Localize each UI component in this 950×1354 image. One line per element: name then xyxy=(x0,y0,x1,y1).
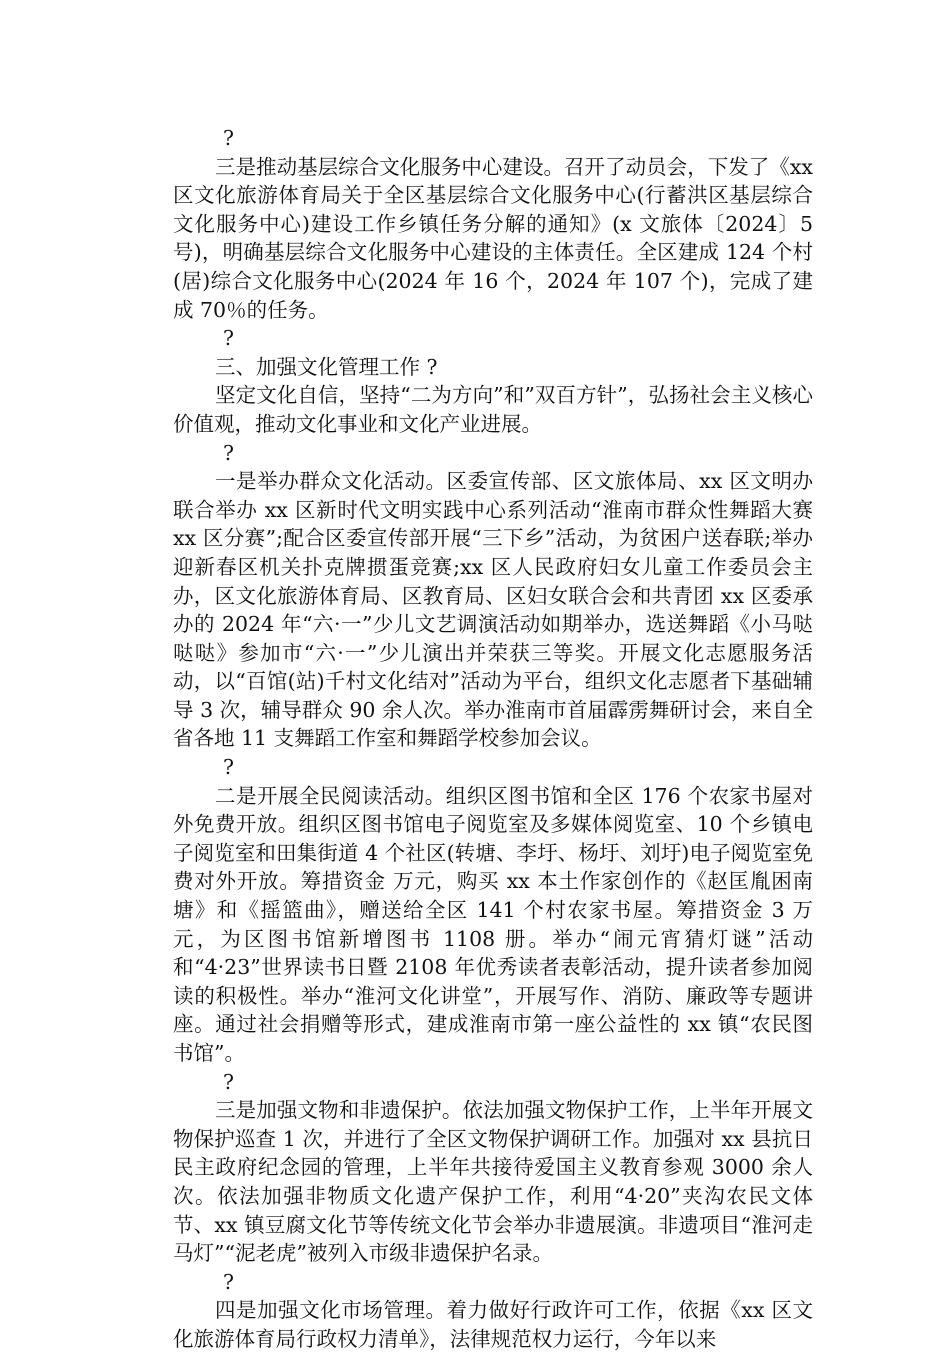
question-mark: ? xyxy=(223,440,234,465)
paragraph-intro: 坚定文化自信，坚持“二为方向”和”双百方针”，弘扬社会主义核心价值观，推动文化事业和文化产业进展。 xyxy=(173,383,813,436)
question-mark: ? xyxy=(223,1269,234,1294)
paragraph-reading: 二是开展全民阅读活动。组织区图书馆和全区 176 个农家书屋对外免费开放。组织区图书馆电子阅览室及多媒体阅览室、10 个乡镇电子阅览室和田集街道 4 个社区(转塘、李圩、杨圩、刘圩)电子阅览室免费对外开放。筹措资金 万元，购买 xx 本土作家创作的《赵匡胤困南塘》和《摇篮曲》，赠送给全区 141 个村农家书屋。筹措资金 3 万元，为区图书馆新增图书 1108 册。举办“闹元宵猜灯谜”活动和“4·23”世界读书日暨 2108 年优秀读者表彰活动，提升读者参加阅读的积极性。举办“淮河文化讲堂”，开展写作、消防、廉政等专题讲座。通过社会捐赠等形式，建成淮南市第一座公益性的 xx 镇“农民图书馆”。 xyxy=(173,783,813,1065)
paragraph-heritage: 三是加强文物和非遗保护。依法加强文物保护工作，上半年开展文物保护巡查 1 次，并进行了全区文物保护调研工作。加强对 xx 县抗日民主政府纪念园的管理，上半年共接待爱国主义教育参观 3000 余人次。依法加强非物质文化遗产保护工作，利用“4·20”夹沟农民文体节、xx 镇豆腐文化节等传统文化节会举办非遗展演。非遗项目“淮河走马灯”“泥老虎”被列入市级非遗保护名录。 xyxy=(173,1098,813,1266)
question-mark: ? xyxy=(223,326,234,351)
paragraph-market: 四是加强文化市场管理。着力做好行政许可工作，依据《xx 区文化旅游体育局行政权力清单》，法律规范权力运行，今年以来 xyxy=(173,1298,813,1351)
document-body xyxy=(173,124,813,1354)
question-mark: ? xyxy=(223,126,234,150)
section-heading: 三、加强文化管理工作 ? xyxy=(215,354,438,379)
question-mark: ? xyxy=(223,755,234,780)
paragraph-grassroots-center: 三是推动基层综合文化服务中心建设。召开了动员会，下发了《xx 区文化旅游体育局关于全区基层综合文化服务中心(行蓄洪区基层综合文化服务中心)建设工作乡镇任务分解的通知》(x 文旅体〔2024〕5 号)，明确基层综合文化服务中心建设的主体责任。全区建成 124 个村(居)综合文化服务中心(2024 年 16 个，2024 年 107 个)，完成了建成 70％的任务。 xyxy=(173,154,813,322)
paragraph-mass-culture: 一是举办群众文化活动。区委宣传部、区文旅体局、xx 区文明办联合举办 xx 区新时代文明实践中心系列活动“淮南市群众性舞蹈大赛 xx 区分赛”;配合区委宣传部开展“三下乡”活动，为贫困户送春联;举办迎新春区机关扑克牌掼蛋竞赛;xx 区人民政府妇女儿童工作委员会主办，区文化旅游体育局、区教育局、区妇女联合会和共青团 xx 区委承办的 2024 年“六·一”少儿文艺调演活动如期举办，选送舞蹈《小马哒哒哒》参加市“六·一”少儿演出并荣获三等奖。开展文化志愿服务活动，以“百馆(站)千村文化结对”活动为平台，组织文化志愿者下基础辅导 3 次，辅导群众 90 余人次。举办淮南市首届霹雳舞研讨会，来自全省各地 11 支舞蹈工作室和舞蹈学校参加会议。 xyxy=(173,469,813,751)
question-mark: ? xyxy=(223,1069,234,1094)
